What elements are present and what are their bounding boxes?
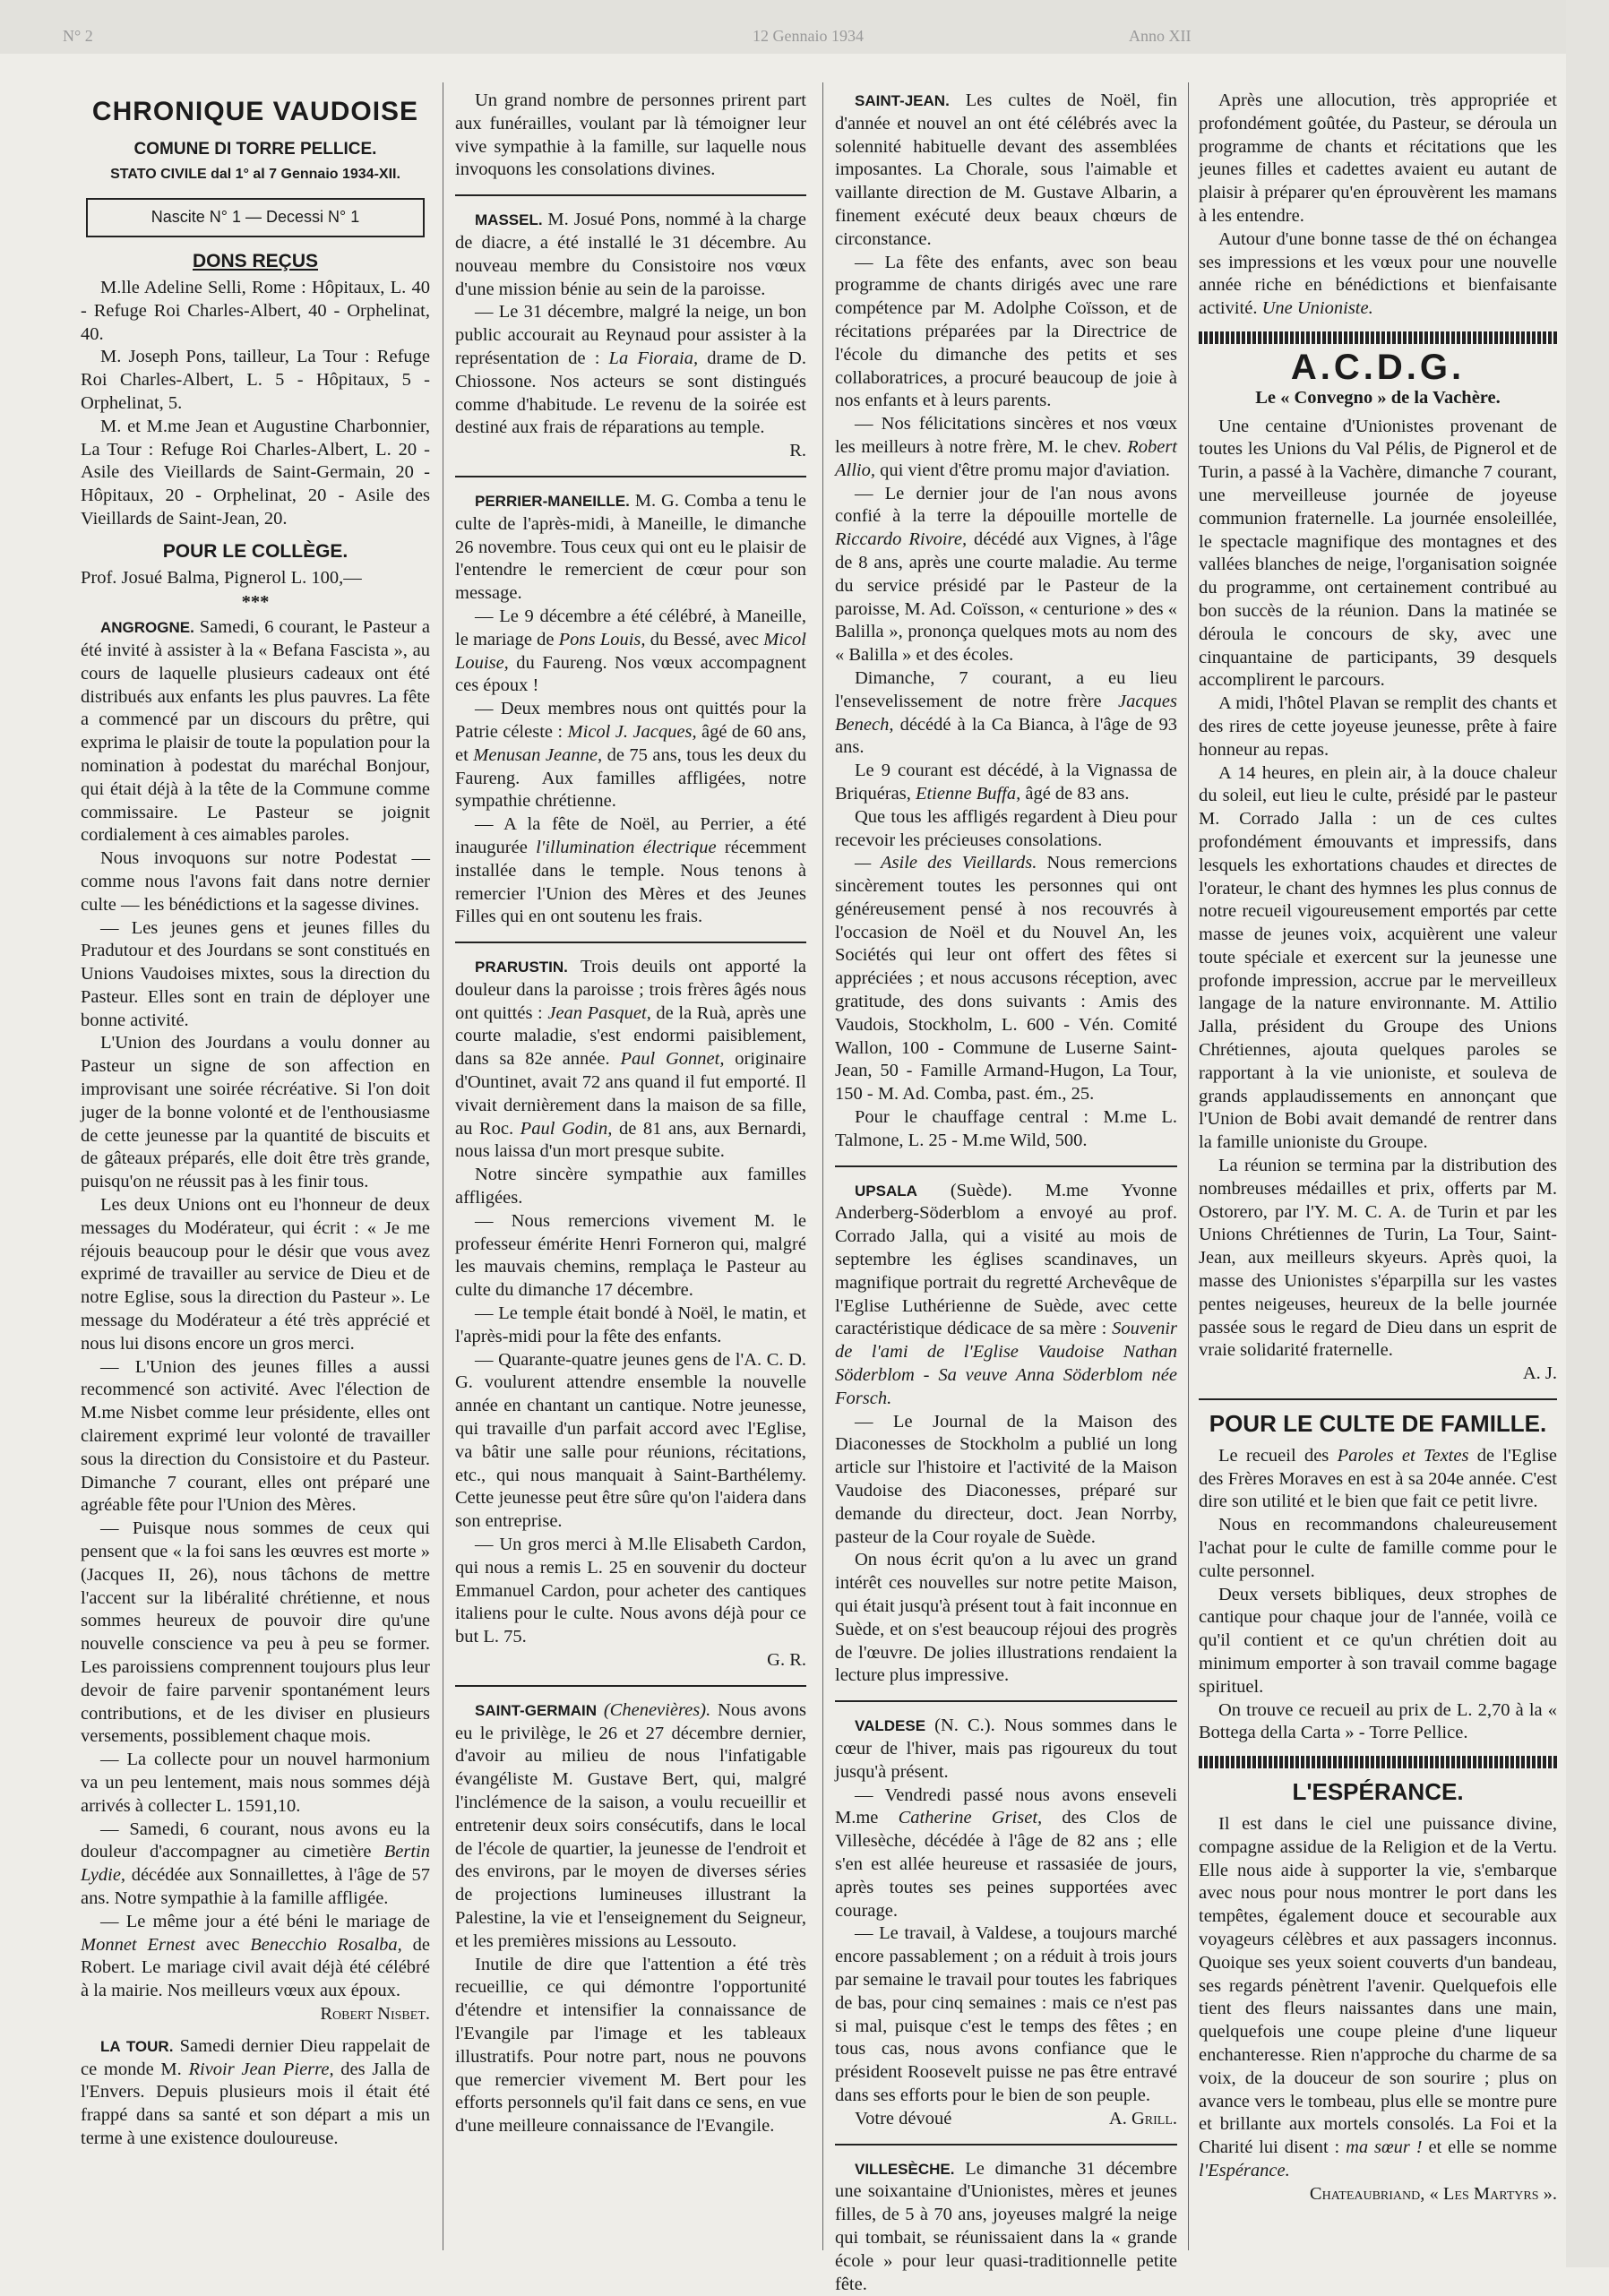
top-strip — [0, 0, 1609, 54]
villeseche-signature: Une Unioniste. — [1261, 298, 1373, 319]
prarustin-p6: — Un gros merci à M.lle Elisabeth Cardon, qui nous a remis L. 25 en souvenir du docteur Emmanuel Cardon, pour acheter des cantiques italiens pour le culte. Nous avons déjà pour ce but L. 75. — [455, 1535, 806, 1647]
upsala-p1: UPSALA (Suède). M.me Yvonne Anderberg-Söderblom a envoyé au prof. Corrado Jalla, qui a visité au mois de septembre les églises scandinaves, un magnifique portrait du regretté Archevêque de l'Eglise Luthérienne de Suède, avec cette caractéristique dédicace de sa mère : Souvenir de l'ami de l'Eglise Vaudoise Nathan Söderblom - Sa veuve Anna Söderblom née Forsch. — [835, 1180, 1177, 1408]
stgermain-kw: SAINT-GERMAIN — [475, 1701, 597, 1719]
masthead-title: CHRONIQUE VAUDOISE — [91, 97, 419, 126]
stjean-kw: SAINT-JEAN. — [855, 92, 950, 109]
angrogne-p6: — L'Union des jeunes filles a aussi recommencé son activité. Avec l'élection de M.me Nisbet comme leur présidente, elles ont clairement exprimé leur volonté de travailler sous la direction du Consistoire et du Pasteur. Dimanche 7 courant, elles ont préparé une agréable fête pour l'Union des Mères. — [81, 1356, 430, 1516]
acdg-p1: Une centaine d'Unionistes provenant de toutes les Unions du Val Pélis, de Pignerol et de Turin, a passé à la Vachère, dimanche 7 courant, une merveilleuse journée de joyeuse communion fraternelle. La journée ensoleillée, le spectacle magnifique des montagnes et des vallées blanches de neige, l'organisation soignée du programme, ont certainement contribué au bon succès de la réunion. Dans la matinée se déroula le concours de sky, avec une cinquantaine de participants, 39 desquels accomplirent le parcours. — [1199, 416, 1557, 691]
culte-title: POUR LE CULTE DE FAMILLE. — [1209, 1410, 1547, 1438]
adjacent-page-edge — [1566, 0, 1609, 2267]
culte-p1: Le recueil des Paroles et Textes de l'Eglise des Frères Moraves en est à sa 204e année. C'est dire son utilité et le bien que fait ce petit livre. — [1199, 1445, 1558, 1512]
valdese-p1: VALDESE (N. C.). Nous sommes dans le cœur de l'hiver, mais pas rigoureux du tout jusqu'à présent. — [835, 1716, 1177, 1782]
divider — [835, 2144, 1177, 2146]
acdg-p4: La réunion se termina par la distribution des nombreuses médailles et prix, offerts par M. Ostorero, par l'Y. M. C. A. de Turin et par les Unions Chrétiennes de Turin, La Tour, Saint-Jean, aux meilleurs skyeurs. Après quoi, la masse des Unionistes s'éparpilla sur les vastes pentes neigeuses, heureux de la belle journée passée sous le regard de Dieu dans un esprit de vraie solidarité fraternelle. — [1199, 1156, 1557, 1361]
college-line: Prof. Josué Balma, Pignerol L. 100,— — [81, 567, 362, 588]
births-deaths-box: Nascite N° 1 — Decessi N° 1 — [86, 198, 425, 237]
culte-p3: Deux versets bibliques, deux strophes de cantique pour chaque jour de l'année, voilà ce qu'il contient et ce qu'un chrétien doit au minimum emporter à son travail comme bagage spirituel. — [1199, 1584, 1557, 1697]
angrogne-p9: — Samedi, 6 courant, nous avons eu la douleur d'accompagner au cimetière Bertin Lydie, décédée aux Sonnaillettes, à l'âge de 57 ans. Notre sympathie à la famille affligée. — [81, 1819, 430, 1908]
stjean-p9: Pour le chauffage central : M.me L. Talmone, L. 25 - M.me Wild, 500. — [835, 1107, 1177, 1150]
prarustin-p5: — Quarante-quatre jeunes gens de l'A. C. D. G. voulurent attendre ensemble la nouvelle année en chantant un cantique. Notre jeunesse, qui travaille d'un parfait accord avec l'Eglise, va bâtir une salle pour réunions, récitations, etc., qui nous manquait à Saint-Barthélemy. Cette jeunesse peut être sûre qu'on l'aidera dans son entreprise. — [455, 1349, 806, 1532]
divider — [455, 476, 806, 477]
esperance-p1: Il est dans le ciel une puissance divine, compagne assidue de la Religion et de la Vertu. Elle nous aide à supporter la vie, s'embarque avec nous pour nous montrer le port dans les tempêtes, également douce et secourable aux voyageurs célèbres et aux passagers inconnus. Quoique ses yeux soient couverts d'un bandeau, ses regards pénètrent l'avenir. Quelquefois elle tient des fleurs naissantes dans une main, quelquefois une coupe pleine d'une liqueur enchanteresse. Rien n'approche du charme de sa voix, de la douceur de son sourire ; plus on avance vers le tombeau, plus elle se montre pure et brillante aux mortels consolés. La Foi et la Charité lui disent : ma sœur ! et elle se nomme l'Espérance. — [1199, 1813, 1557, 2180]
stgermain-p2: Inutile de dire que l'attention a été très recueillie, ce qui démontre l'opportunité d'étendre et intensifier la connaissance de l'Evangile par l'image et les tableaux illustratifs. Pour notre part, nous ne pouvons que remercier vivement M. Bert pour les efforts personnels qu'il fait dans ce sens, en vue d'une meilleure connaissance de l'Evangile. — [455, 1954, 806, 2137]
angrogne-p8: — La collecte pour un nouvel harmonium va un peu lentement, mais nous sommes déjà arrivés à collecter L. 1591,10. — [81, 1750, 430, 1816]
divider — [455, 194, 806, 196]
angrogne-p4: L'Union des Jourdans a voulu donner au Pasteur un signe de son affection en improvisant une soirée récréative. Si l'on doit juger de la bonne volonté et de l'enthousiasme de cette jeunesse par la quantité de biscuits et de gâteaux préparés, elle doit être très grande, puisqu'on ne réussit pas à les finir tous. — [81, 1033, 430, 1192]
divider — [835, 1165, 1177, 1167]
stjean-p4: — Le dernier jour de l'an nous avons confié à la terre la dépouille mortelle de Riccardo Rivoire, décédé aux Vignes, à l'âge de 8 ans, après une courte maladie. Au terme du service présidé par le Pasteur de la paroisse, M. Ad. Coïsson, « centurione » des « Balilla », prononça quelques mots au nom des « Balilla » et des écoles. — [835, 483, 1178, 666]
prarustin-p3: — Nous remercions vivement M. le professeur émérite Henri Forneron qui, malgré les mauvais chemins, remplaça le Pasteur au culte du dimanche 17 décembre. — [455, 1210, 806, 1301]
valdese-kw: VALDESE — [855, 1717, 926, 1735]
culte-p2: Nous en recommandons chaleureusement l'achat pour le culte de famille comme pour le culte personnel. — [1199, 1515, 1557, 1581]
ornamental-separator — [1199, 331, 1557, 344]
villeseche-p1: VILLESÈCHE. Le dimanche 31 décembre une soixantaine d'Unionistes, mères et jeunes filles, de 5 à 70 ans, joyeuses malgré la neige qui tombait, se réunissaient dans la « grande école » pour leur quasi-traditionnelle petite fête. — [835, 2158, 1177, 2294]
angrogne-p5: Les deux Unions ont eu l'honneur de deux messages du Modérateur, qui écrit : « Je me réjouis beaucoup pour le désir que vous avez exprimé de travailler au service de Dieu et de notre Eglise, sous la direction du Pasteur ». Le message du Modérateur a été très apprécié et nous lui disons encore un gros merci. — [81, 1195, 430, 1354]
college-title: POUR LE COLLÈGE. — [162, 540, 348, 562]
prarustin-p1: PRARUSTIN. Trois deuils ont apporté la douleur dans la paroisse ; trois frères âgés nous ont quittés : Jean Pasquet, de la Ruà, après une courte maladie, s'est endormi paisiblement, dans sa 82e année. Paul Gonnet, originaire d'Ountinet, avait 72 ans quand il fut emporté. Il vivait dernièrement dans la maison de sa fille, au Roc. Paul Godin, de 81 ans, aux Bernardi, nous laissa d'un mort presque subite. — [455, 957, 807, 1162]
valdese-signature: Votre dévoué A. Grill. — [855, 2108, 1177, 2128]
esperance-title: L'ESPÉRANCE. — [1292, 1778, 1464, 1806]
stjean-p6: Le 9 courant est décédé, à la Vignassa de Briquéras, Etienne Buffa, âgé de 83 ans. — [835, 761, 1177, 804]
stjean-p1: SAINT-JEAN. Les cultes de Noël, fin d'année et nouvel an ont été célébrés avec la solennité habituelle devant des assemblées imposantes. La Chorale, sous l'aimable et vaillante direction de M. Gustave Albarin, a finement exécuté deux beaux chœurs de circonstance. — [835, 90, 1177, 249]
don-entry: M. Joseph Pons, tailleur, La Tour : Refuge Roi Charles-Albert, L. 5 - Hôpitaux, 5 - Orphelinat, 5. — [81, 347, 430, 413]
perrier-p1: PERRIER-MANEILLE. M. G. Comba a tenu le culte de l'après-midi, à Maneille, le dimanche 26 novembre. Tous ceux qui ont eu le plaisir de l'entendre le remercient de cœur pour son message. — [455, 490, 806, 604]
acdg-p3: A 14 heures, en plein air, à la douce chaleur du soleil, eut lieu le culte, présidé par le pasteur M. Corrado Jalla : un de ces cultes profondément émouvants et impressifs, dans lesquels les exhortations chaudes et directes de l'orateur, le chant des hymnes les plus connus de notre recueil vigoureusement emportés par cette masse de jeunes voix, acquièrent une valeur toute spéciale et exercent sur la jeunesse une profonde impression, accrue par le merveilleux langage de la nature environnante. M. Attilio Jalla, président du Groupe des Unions Chrétiennes, ajouta quelques paroles se rapportant à la vie unioniste, et souleva de grands applaudissements en annonçant que l'Union de Bobi avait demandé de rentrer dans la famille unioniste du Groupe. — [1199, 762, 1557, 1153]
column-3 — [835, 90, 1178, 2294]
valdese-p3: — Le travail, à Valdese, a toujours marché encore passablement ; on a réduit à trois jours par semaine le travail pour toutes les fabriques de bas, pour cinq semaines : mais ce n'est pas si mal, puisque c'est le temps des fêtes ; en tous cas, nous avons confiance que le président Roosevelt puisse ne pas être entravé dans ses efforts pour le bien de son peuple. — [835, 1923, 1177, 2105]
massel-kw: MASSEL. — [475, 211, 543, 229]
separator-stars: *** — [241, 592, 270, 613]
upsala-p3: On nous écrit qu'on a lu avec un grand intérêt ces nouvelles sur notre petite Maison, qui était jusqu'à présent tout à fait inconnue en Suède, et on s'est beaucoup réjoui des progrès de l'œuvre. De jolies illustrations rendaient la lecture plus impressive. — [835, 1550, 1177, 1686]
villeseche-p2: Après une allocution, très appropriée et profondément goûtée, du Pasteur, se déroula un programme de chants et récitations que les jeunes filles et cadettes avaient eu autant de plaisir à préparer qu'en éprouvèrent les mamans à les entendre. — [1199, 90, 1557, 226]
divider — [835, 1700, 1177, 1702]
prarustin-p4: — Le temple était bondé à Noël, le matin, et l'après-midi pour la fête des enfants. — [455, 1303, 806, 1346]
culte-p4: On trouve ce recueil au prix de L. 2,70 à la « Bottega della Carta » - Torre Pellice. — [1199, 1699, 1557, 1743]
prarustin-kw: PRARUSTIN. — [475, 959, 568, 976]
perrier-p3: — Deux membres nous ont quittés pour la Patrie céleste : Micol J. Jacques, âgé de 60 ans, et Menusan Jeanne, de 75 ans, tous les deux du Faureng. Aux familles affligées, notre sympathie chrétienne. — [455, 699, 807, 812]
perrier-p2: — Le 9 décembre a été célébré, à Maneille, le mariage de Pons Louis, du Bessé, avec Micol Louise, du Faureng. Nos vœux accompagnent ces époux ! — [455, 606, 807, 696]
commune-title: COMUNE DI TORRE PELLICE. — [133, 139, 377, 159]
acdg-signature: A. J. — [1522, 1363, 1557, 1384]
upsala-kw: UPSALA — [855, 1182, 917, 1200]
column-2 — [455, 90, 806, 2249]
acdg-p2: A midi, l'hôtel Plavan se remplit des chants et des rires de cette joyeuse jeunesse, prête à faire honneur au repas. — [1199, 693, 1557, 760]
latour-p2: Un grand nombre de personnes prirent part aux funérailles, voulant par là témoigner leur vive sympathie à la famille, sur laquelle nous invoquons les consolations divines. — [455, 90, 806, 180]
don-entry: M.lle Adeline Selli, Rome : Hôpitaux, L. 40 - Refuge Roi Charles-Albert, 40 - Orphelinat, 40. — [81, 277, 430, 344]
strip-left: N° 2 — [63, 27, 93, 45]
massel-signature: R. — [789, 441, 806, 461]
latour-p1: LA TOUR. Samedi dernier Dieu rappelait de ce monde M. Rivoir Jean Pierre, des Jalla de l'Envers. Depuis plusieurs mois il était été frappé dans sa santé et son départ a mis un terme à une existence douloureuse. — [81, 2035, 430, 2148]
angrogne-p10: — Le même jour a été béni le mariage de Monnet Ernest avec Benecchio Rosalba, de Robert. Le mariage civil avait déjà été célébré à la mairie. Nos meilleurs vœux aux époux. — [81, 1911, 430, 2001]
latour-kw: LA TOUR. — [100, 2037, 174, 2055]
stjean-p8: — Asile des Vieillards. Nous remercions sincèrement toutes les personnes qui ont généreusement pensé à nos recouvrés à l'occasion de Noël et du Nouvel An, les Sociétés qui leur ont offert des fêtes si appréciées ; et nous accusons réception, avec gratitude, des dons suivants : Amis des Vaudois, Stockholm, L. 600 - Vén. Comité Wallon, 100 - Commune de Luserne Saint-Jean, 50 - Famille Armand-Hugon, La Tour, 150 - M. Ad. Comba, past. ém., 25. — [835, 853, 1177, 1105]
civil-status: STATO CIVILE dal 1° al 7 Gennaio 1934-XII. — [110, 166, 400, 182]
stjean-p5: Dimanche, 7 courant, a eu lieu l'ensevelissement de notre frère Jacques Benech, décédé à la Ca Bianca, à l'âge de 93 ans. — [835, 667, 1177, 758]
stjean-p2: — La fête des enfants, avec son beau programme de chants dirigés avec une rare compétence par M. Adolphe Coïsson, et de récitations préparées par la Directrice de l'école du dimanche des petits et ses collaboratrices, a procuré beaucoup de joie à nos enfants et à leurs parents. — [835, 252, 1177, 411]
angrogne-p2: Nous invoquons sur notre Podestat — comme nous l'avons fait dans notre dernier culte — les bénédictions et la sagesse divines. — [81, 848, 430, 915]
angrogne-signature: Robert Nisbet. — [320, 2003, 430, 2024]
upsala-p2: — Le Journal de la Maison des Diaconesses de Stockholm a publié un long article sur l'histoire et l'activité de la Maison Vaudoise des Diaconesses, préparé sur demande du directeur, doct. Jean Norrby, pasteur de la Cour royale de Suède. — [835, 1411, 1177, 1547]
massel-p1: MASSEL. M. Josué Pons, nommé à la charge de diacre, a été installé le 31 décembre. Au nouveau membre du Consistoire nos vœux d'une mission bénie au sein de la paroisse. — [455, 210, 806, 299]
angrogne-kw: ANGROGNE. — [100, 619, 194, 637]
esperance-signature: Chateaubriand, « Les Martyrs ». — [1309, 2183, 1557, 2204]
acdg-subtitle: Le « Convegno » de la Vachère. — [1255, 387, 1501, 408]
column-rule — [1188, 82, 1189, 2250]
acdg-title: A.C.D.G. — [1290, 347, 1466, 387]
prarustin-signature: G. R. — [767, 1650, 806, 1670]
angrogne-p1: ANGROGNE. Samedi, 6 courant, le Pasteur a été invité à assister à la « Befana Fascista », au cours de laquelle plusieurs cadeaux ont été distribués aux enfants les plus pauvres. La fête a commencé par un discours du prêtre, qui exprima le plaisir de toute la population pour la nomination à podestat du maréchal Bonjour, qui était déjà à la tête de la Commune comme commissaire. Le Pasteur se joignit cordialement à ces aimables paroles. — [81, 617, 430, 846]
perrier-p4: — A la fête de Noël, au Perrier, a été inaugurée l'illumination électrique récemment installée dans le temple. Nous tenons à remercier l'Union des Mères et des Jeunes Filles qui en ont soutenu les frais. — [455, 814, 806, 927]
massel-p2: — Le 31 décembre, malgré la neige, un bon public accourait au Reynaud pour assister à la représentation de : La Fioraia, drame de D. Chiossone. Nos acteurs se sont distingués comme d'habitude. Le revenu de la soirée est destiné aux frais de réparations au temple. — [455, 302, 806, 438]
perrier-kw: PERRIER-MANEILLE. — [475, 492, 630, 510]
angrogne-p7: — Puisque nous sommes de ceux qui pensent que « la foi sans les œuvres est morte » (Jacques II, 26), nous tâchons de mettre l'accent sur la libéralité chrétienne, et nous sommes heureux de pouvoir dire qu'une nouvelle conscience va peu à peu se former. Les paroissiens comprennent toujours plus leur devoir de faire parvenir spontanément leurs contributions, et de les diviser en plusieurs versements, possiblement chaque mois. — [81, 1518, 430, 1747]
column-rule — [822, 82, 823, 2250]
strip-right: Anno XII — [1129, 27, 1192, 45]
ornamental-separator — [1199, 1756, 1557, 1768]
strip-center: 12 Gennaio 1934 — [753, 27, 864, 45]
valdese-p2: — Vendredi passé nous avons enseveli M.me Catherine Griset, des Clos de Villesèche, décédée à l'âge de 82 ans ; elle s'en est allée heureuse et rassasiée de jours, après toutes ses peines supportées avec courage. — [835, 1784, 1177, 1921]
villeseche-kw: VILLESÈCHE. — [855, 2160, 955, 2178]
stjean-p3: — Nos félicitations sincères et nos vœux les meilleurs à notre frère, M. le chev. Robert Allio, qui vient d'être promu major d'aviation. — [835, 414, 1177, 480]
divider — [455, 942, 806, 943]
villeseche-p3: Autour d'une bonne tasse de thé on échangea ses impressions et les vœux pour une nouvelle année riche en bénédictions et bienfaisante activité. Une Unioniste. — [1199, 228, 1557, 319]
divider — [455, 1685, 806, 1687]
angrogne-p3: — Les jeunes gens et jeunes filles du Pradutour et des Jourdans se sont constitués en Unions Vaudoises mixtes, sous la direction du Pasteur. Elles sont en train de déployer une bonne activité. — [81, 917, 430, 1030]
stjean-p7: Que tous les affligés regardent à Dieu pour recevoir les précieuses consolations. — [835, 806, 1177, 850]
stgermain-p1: SAINT-GERMAIN (Chenevières). Nous avons eu le privilège, le 26 et 27 décembre dernier, d'avoir au milieu de nous l'infatigable évangéliste M. Gustave Bert, qui, malgré l'inclémence de la saison, a voulu recueillir et entretenir deux soirs consécutifs, dans le local de l'école de quartier, la jeunesse de l'endroit et des environs, par le moyen de diverses séries de projections lumineuses illustrant la Palestine, la vie et l'enseignement du Seigneur, et les premières missions au Lessouto. — [455, 1699, 807, 1951]
dons-title: DONS REÇUS — [192, 251, 319, 272]
divider — [1199, 1398, 1557, 1400]
column-1 — [81, 90, 430, 2249]
don-entry: M. et M.me Jean et Augustine Charbonnier, La Tour : Refuge Roi Charles-Albert, L. 20 - Asile des Vieillards de Saint-Germain, 20 - Hôpitaux, 20 - Orphelinat, 20 - Asile des Vieillards de Saint-Jean, 20. — [81, 416, 430, 529]
prarustin-p2: Notre sincère sympathie aux familles affligées. — [455, 1165, 806, 1208]
column-4 — [1199, 90, 1557, 2249]
